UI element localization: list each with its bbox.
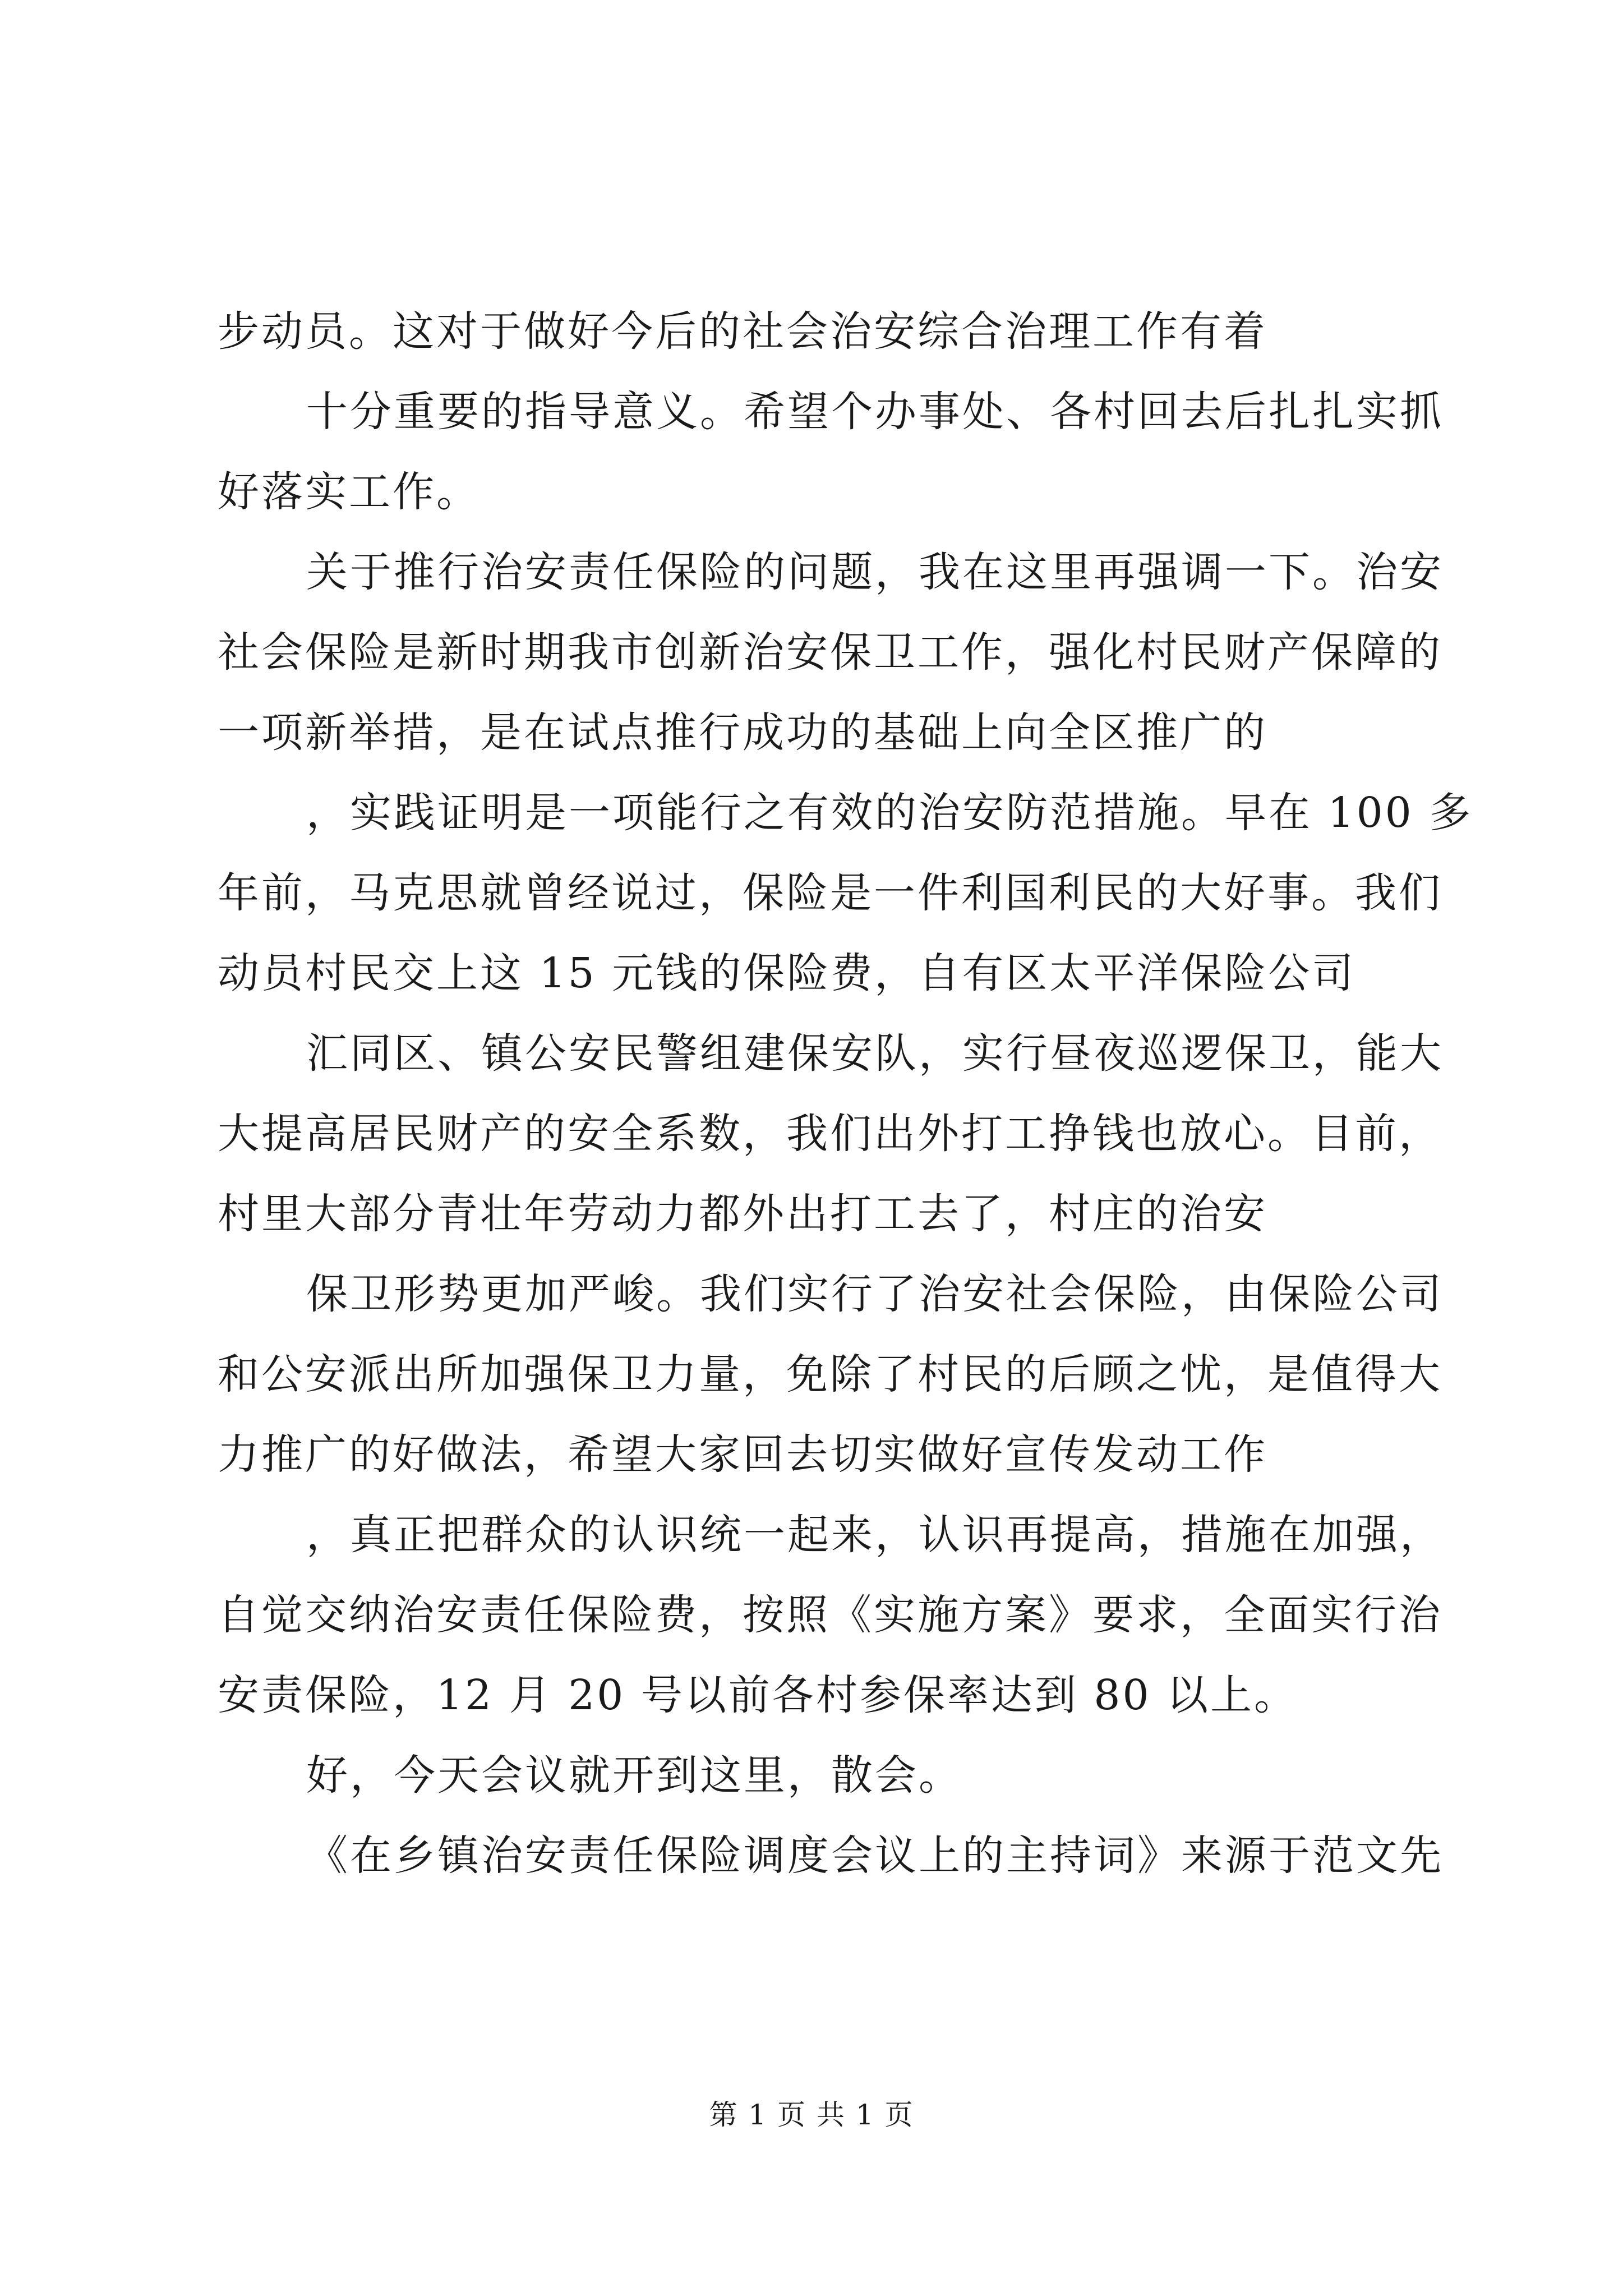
text-line: 好落实工作。 [218, 468, 480, 516]
text-line: 年前，马克思就曾经说过，保险是一件利国利民的大好事。我们 [218, 869, 1442, 917]
text-line: 社会保险是新时期我市创新治安保卫工作，强化村民财产保障的 [218, 628, 1442, 677]
text-line: 保卫形势更加严峻。我们实行了治安社会保险，由保险公司 [306, 1270, 1444, 1318]
text-line: 村里大部分青壮年劳动力都外出打工去了，村庄的治安 [218, 1190, 1267, 1238]
text-line: 好，今天会议就开到这里，散会。 [306, 1751, 962, 1800]
text-line: ，真正把群众的认识统一起来，认识再提高，措施在加强， [306, 1511, 1444, 1559]
text-line: 大提高居民财产的安全系数，我们出外打工挣钱也放心。目前， [218, 1110, 1442, 1158]
document-body [218, 292, 1473, 1896]
text-line: 动员村民交上这 15 元钱的保险费，自有区太平洋保险公司 [218, 949, 1356, 997]
text-line: 《在乡镇治安责任保险调度会议上的主持词》来源于范文先 [306, 1832, 1444, 1880]
text-line: 十分重要的指导意义。希望个办事处、各村回去后扎扎实抓 [306, 388, 1444, 436]
text-line: 力推广的好做法，希望大家回去切实做好宣传发动工作 [218, 1430, 1267, 1479]
text-line: 和公安派出所加强保卫力量，免除了村民的后顾之忧，是值得大 [218, 1350, 1442, 1398]
page-footer: 第 1 页 共 1 页 [709, 2099, 914, 2131]
text-line: 关于推行治安责任保险的问题，我在这里再强调一下。治安 [306, 548, 1444, 596]
text-line: 汇同区、镇公安民警组建保安队，实行昼夜巡逻保卫，能大 [306, 1029, 1444, 1078]
text-line: ，实践证明是一项能行之有效的治安防范措施。早在 100 多 [306, 789, 1473, 837]
text-line: 步动员。这对于做好今后的社会治安综合治理工作有着 [218, 307, 1267, 356]
text-line: 一项新举措，是在试点推行成功的基础上向全区推广的 [218, 708, 1267, 757]
text-line: 安责保险，12 月 20 号以前各村参保率达到 80 以上。 [218, 1671, 1298, 1719]
text-line: 自觉交纳治安责任保险费，按照《实施方案》要求，全面实行治 [218, 1591, 1442, 1639]
